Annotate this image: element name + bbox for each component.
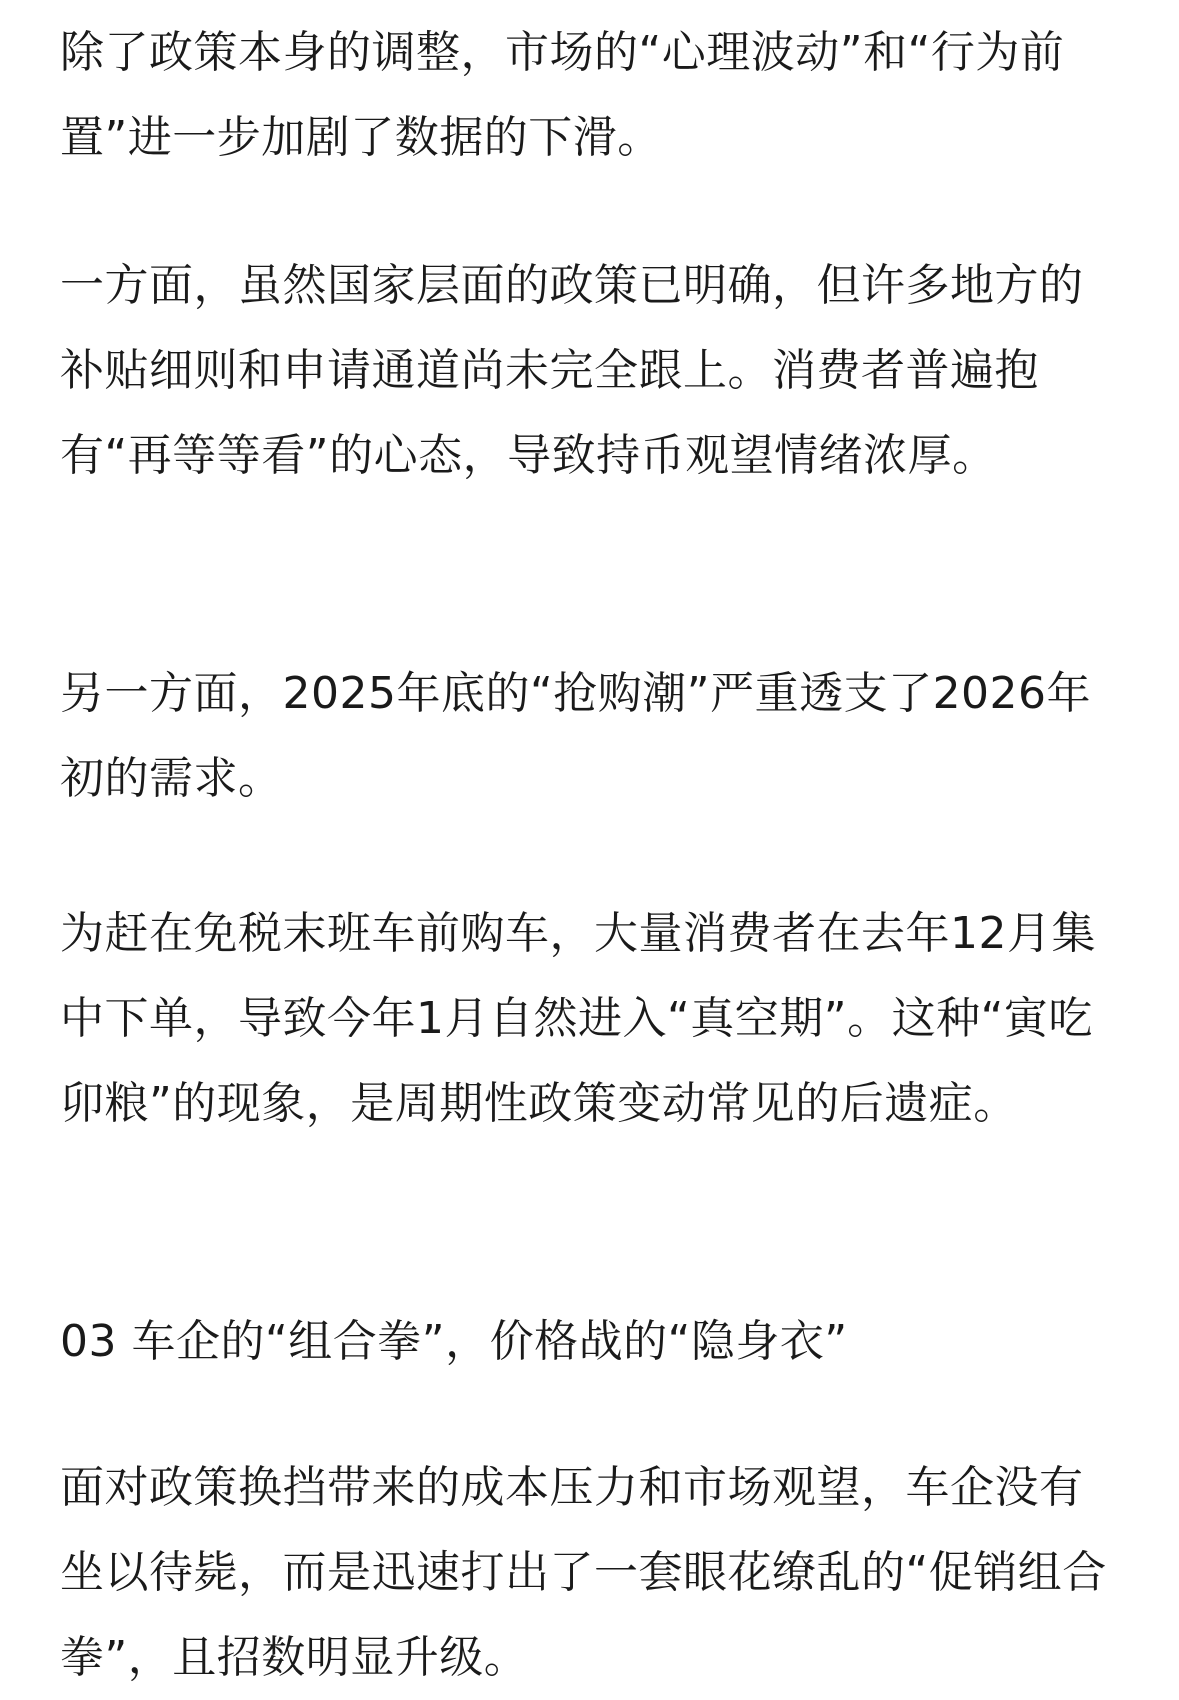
paragraph-rush-buying: 另一方面，2025年底的“抢购潮”严重透支了2026年初的需求。 — [60, 668, 1092, 804]
paragraph-promotion-combo: 面对政策换挡带来的成本压力和市场观望，车企没有坐以待毙，而是迅速打出了一套眼花缭乱的“促销组合拳”，且招数明显升级。 — [60, 1462, 1107, 1683]
paragraph-market-psychology: 除了政策本身的调整，市场的“心理波动”和“行为前置”进一步加剧了数据的下滑。 — [60, 27, 1065, 163]
paragraph-subsidy-waiting: 一方面，虽然国家层面的政策已明确，但许多地方的补贴细则和申请通道尚未完全跟上。消费者普遍抱有“再等等看”的心态，导致持币观望情绪浓厚。 — [60, 260, 1084, 481]
paragraph-vacuum-period: 为赶在免税末班车前购车，大量消费者在去年12月集中下单，导致今年1月自然进入“真空期”。这种“寅吃卯粮”的现象，是周期性政策变动常见的后遗症。 — [60, 908, 1096, 1129]
section-heading: 03 车企的“组合拳”，价格战的“隐身衣” — [60, 1316, 848, 1367]
